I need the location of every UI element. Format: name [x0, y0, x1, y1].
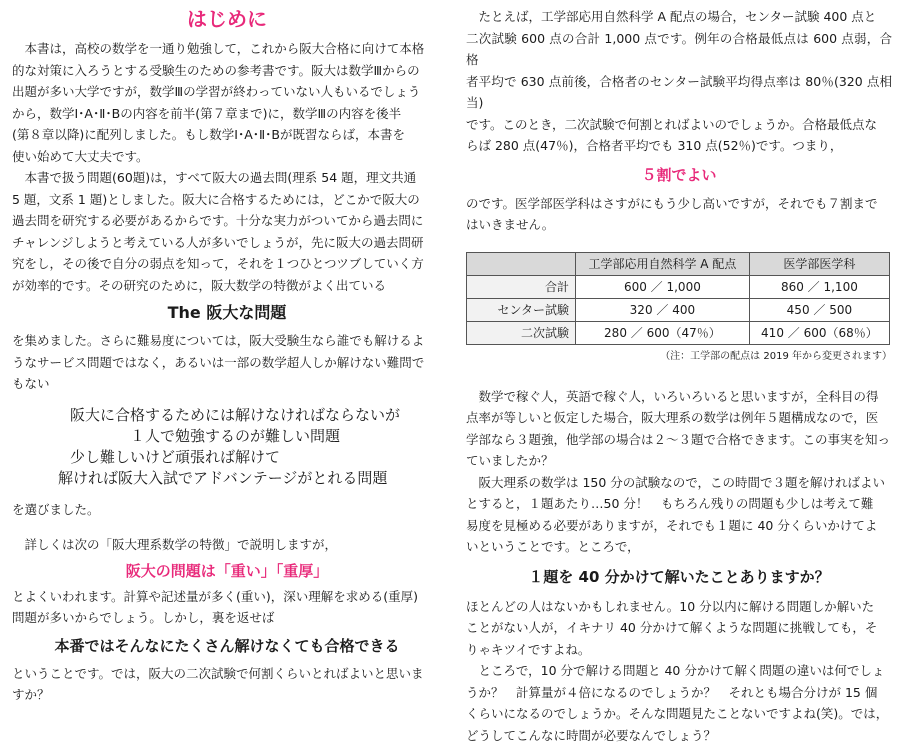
problem-criteria-list [12, 395, 442, 499]
text-line: 本書は，高校の数学を一通り勉強して，これから阪大合格に向けて本格 [12, 38, 442, 60]
table-header-cell: 工学部応用自然科学 A 配点 [576, 252, 750, 275]
text-line: 使い始めて大丈夫です。 [12, 146, 442, 168]
table-row-label: 二次試験 [467, 321, 576, 344]
section-heading-fifty-percent: ５割でよい [466, 157, 892, 193]
text-line: を選びました。 [12, 499, 442, 521]
left-column [12, 0, 442, 706]
text-line: 究をし，その後で自分の弱点を知って，それを１つひとつツブしていく方 [12, 253, 442, 275]
text-line: りゃキツイですよね。 [466, 639, 892, 661]
right-paragraph-3 [466, 386, 892, 472]
text-line: 数学で稼ぐ人，英語で稼ぐ人，いろいろいると思いますが，全科目の得 [466, 386, 892, 408]
right-paragraph-6 [466, 660, 892, 746]
text-line: とすると，１題あたり…50 分！ もちろん残りの問題も少しは考えて難 [466, 493, 892, 515]
chapter-title: はじめに [12, 0, 442, 38]
text-line: ことがない人が，イキナリ 40 分かけて解くような問題に挑戦しても，そ [466, 617, 892, 639]
text-line: 本書で扱う問題(60題)は，すべて阪大の過去問(理系 54 題，理文共通 [12, 167, 442, 189]
text-line: くらいになるのでしょうか。そんな問題見たことないですよね(笑)。では， [466, 703, 892, 725]
table-header-cell: 医学部医学科 [749, 252, 889, 275]
text-line: いということです。ところで， [466, 536, 892, 558]
table-note: （注：工学部の配点は 2019 年から変更されます） [466, 347, 892, 362]
section-heading-forty-minutes: １題を 40 分かけて解いたことありますか？ [466, 558, 892, 596]
text-line: どうしてこんなに時間が必要なんでしょう？ [466, 725, 892, 746]
text-line: 的な対策に入ろうとする受験生のための参考書です。阪大は数学Ⅲからの [12, 60, 442, 82]
text-line: 者平均で 630 点前後，合格者のセンター試験平均得点率は 80％(320 点相当) [466, 71, 892, 114]
criteria-line: 阪大に合格するためには解けなければならないが [12, 405, 442, 426]
section-heading-heavy: 阪大の問題は「重い」「重厚」 [12, 556, 442, 586]
table-header-cell [467, 252, 576, 275]
text-line: はいきません。 [466, 214, 892, 236]
intro-paragraph-2 [12, 167, 442, 296]
text-line: 点率が等しいと仮定した場合，阪大理系の数学は例年５題構成なので，医 [466, 407, 892, 429]
table-cell: 280 ／ 600（47％） [576, 321, 750, 344]
text-line: 出題が多い大学ですが，数学Ⅲの学習が終わっていない人もいるでしょう [12, 81, 442, 103]
text-line: 二次試験 600 点の合計 1,000 点です。例年の合格最低点は 600 点弱，合格 [466, 28, 892, 71]
text-line: らば 280 点(47％)，合格者平均でも 310 点(52％)です。つまり， [466, 135, 892, 157]
score-table [466, 252, 890, 345]
text-line: が効率的です。その研究のために，阪大数学の特徴がよく出ている [12, 275, 442, 297]
right-paragraph-2 [466, 193, 892, 236]
text-line: を集めました。さらに難易度については，阪大受験生なら誰でも解けるよ [12, 330, 442, 352]
text-line: 阪大理系の数学は 150 分の試験なので，この時間で３題を解ければよい [466, 472, 892, 494]
text-line: すか？ [12, 684, 442, 706]
text-line: のです。医学部医学科はさすがにもう少し高いですが，それでも７割まで [466, 193, 892, 215]
text-line: 易度を見極める必要がありますが，それでも１題に 40 分くらいかけてよ [466, 515, 892, 537]
table-cell: 600 ／ 1,000 [576, 275, 750, 298]
table-cell: 450 ／ 500 [749, 298, 889, 321]
text-line: 過去問を研究する必要があるからです。十分な実力がついてから過去問に [12, 210, 442, 232]
criteria-line: 少し難しいけど頑張れば解けて [12, 447, 442, 468]
text-line: ていましたか？ [466, 450, 892, 472]
right-paragraph-4 [466, 472, 892, 558]
text-line: 詳しくは次の「阪大理系数学の特徴」で説明しますが， [12, 534, 442, 556]
table-row-label: センター試験 [467, 298, 576, 321]
text-line: ところで，10 分で解ける問題と 40 分かけて解く問題の違いは何でしょ [466, 660, 892, 682]
text-line: うか？ 計算量が４倍になるのでしょうか？ それとも場合分けが 15 個 [466, 682, 892, 704]
intro-paragraph-1 [12, 38, 442, 167]
table-cell: 410 ／ 600（68％） [749, 321, 889, 344]
text-line: 学部なら３題強，他学部の場合は２～３題で合格できます。この事実を知っ [466, 429, 892, 451]
text-line: うなサービス問題ではなく，あるいは一部の数学超人しか解けない難問で [12, 352, 442, 374]
right-paragraph-5 [466, 596, 892, 661]
table-row [467, 298, 890, 321]
table-row-label: 合計 [467, 275, 576, 298]
intro-paragraph-6 [12, 586, 442, 629]
text-line: とよくいわれます。計算や記述量が多く(重い)，深い理解を求める(重厚) [12, 586, 442, 608]
table-row [467, 275, 890, 298]
criteria-line: １人で勉強するのが難しい問題 [12, 426, 442, 447]
text-line: 5 題，文系 1 題)としました。阪大に合格するためには，どこかで阪大の [12, 189, 442, 211]
text-line: です。このとき，二次試験で何割とればよいのでしょうか。合格最低点な [466, 114, 892, 136]
section-heading-the-handai: The 阪大な問題 [12, 296, 442, 330]
text-line: ほとんどの人はないかもしれません。10 分以内に解ける問題しか解いた [466, 596, 892, 618]
table-cell: 320 ／ 400 [576, 298, 750, 321]
table-cell: 860 ／ 1,100 [749, 275, 889, 298]
text-line: もない [12, 373, 442, 395]
text-line: たとえば，工学部応用自然科学 A 配点の場合，センター試験 400 点と [466, 6, 892, 28]
section-heading-pass: 本番ではそんなにたくさん解けなくても合格できる [12, 629, 442, 663]
text-line: から，数学Ⅰ･A･Ⅱ･Bの内容を前半(第７章まで)に，数学Ⅲの内容を後半 [12, 103, 442, 125]
table-row [467, 321, 890, 344]
criteria-line: 解ければ阪大入試でアドバンテージがとれる問題 [12, 468, 442, 489]
table-header-row [467, 252, 890, 275]
right-paragraph-1 [466, 6, 892, 157]
intro-paragraph-3 [12, 330, 442, 395]
text-line: チャレンジしようと考えている人が多いでしょうが，先に阪大の過去問研 [12, 232, 442, 254]
intro-paragraph-7 [12, 663, 442, 706]
right-column [466, 0, 892, 746]
text-line: ということです。では，阪大の二次試験で何割くらいとればよいと思いま [12, 663, 442, 685]
text-line: (第８章以降)に配列しました。もし数学Ⅰ･A･Ⅱ･Bが既習ならば，本書を [12, 124, 442, 146]
text-line: 問題が多いからでしょう。しかし，裏を返せば [12, 607, 442, 629]
